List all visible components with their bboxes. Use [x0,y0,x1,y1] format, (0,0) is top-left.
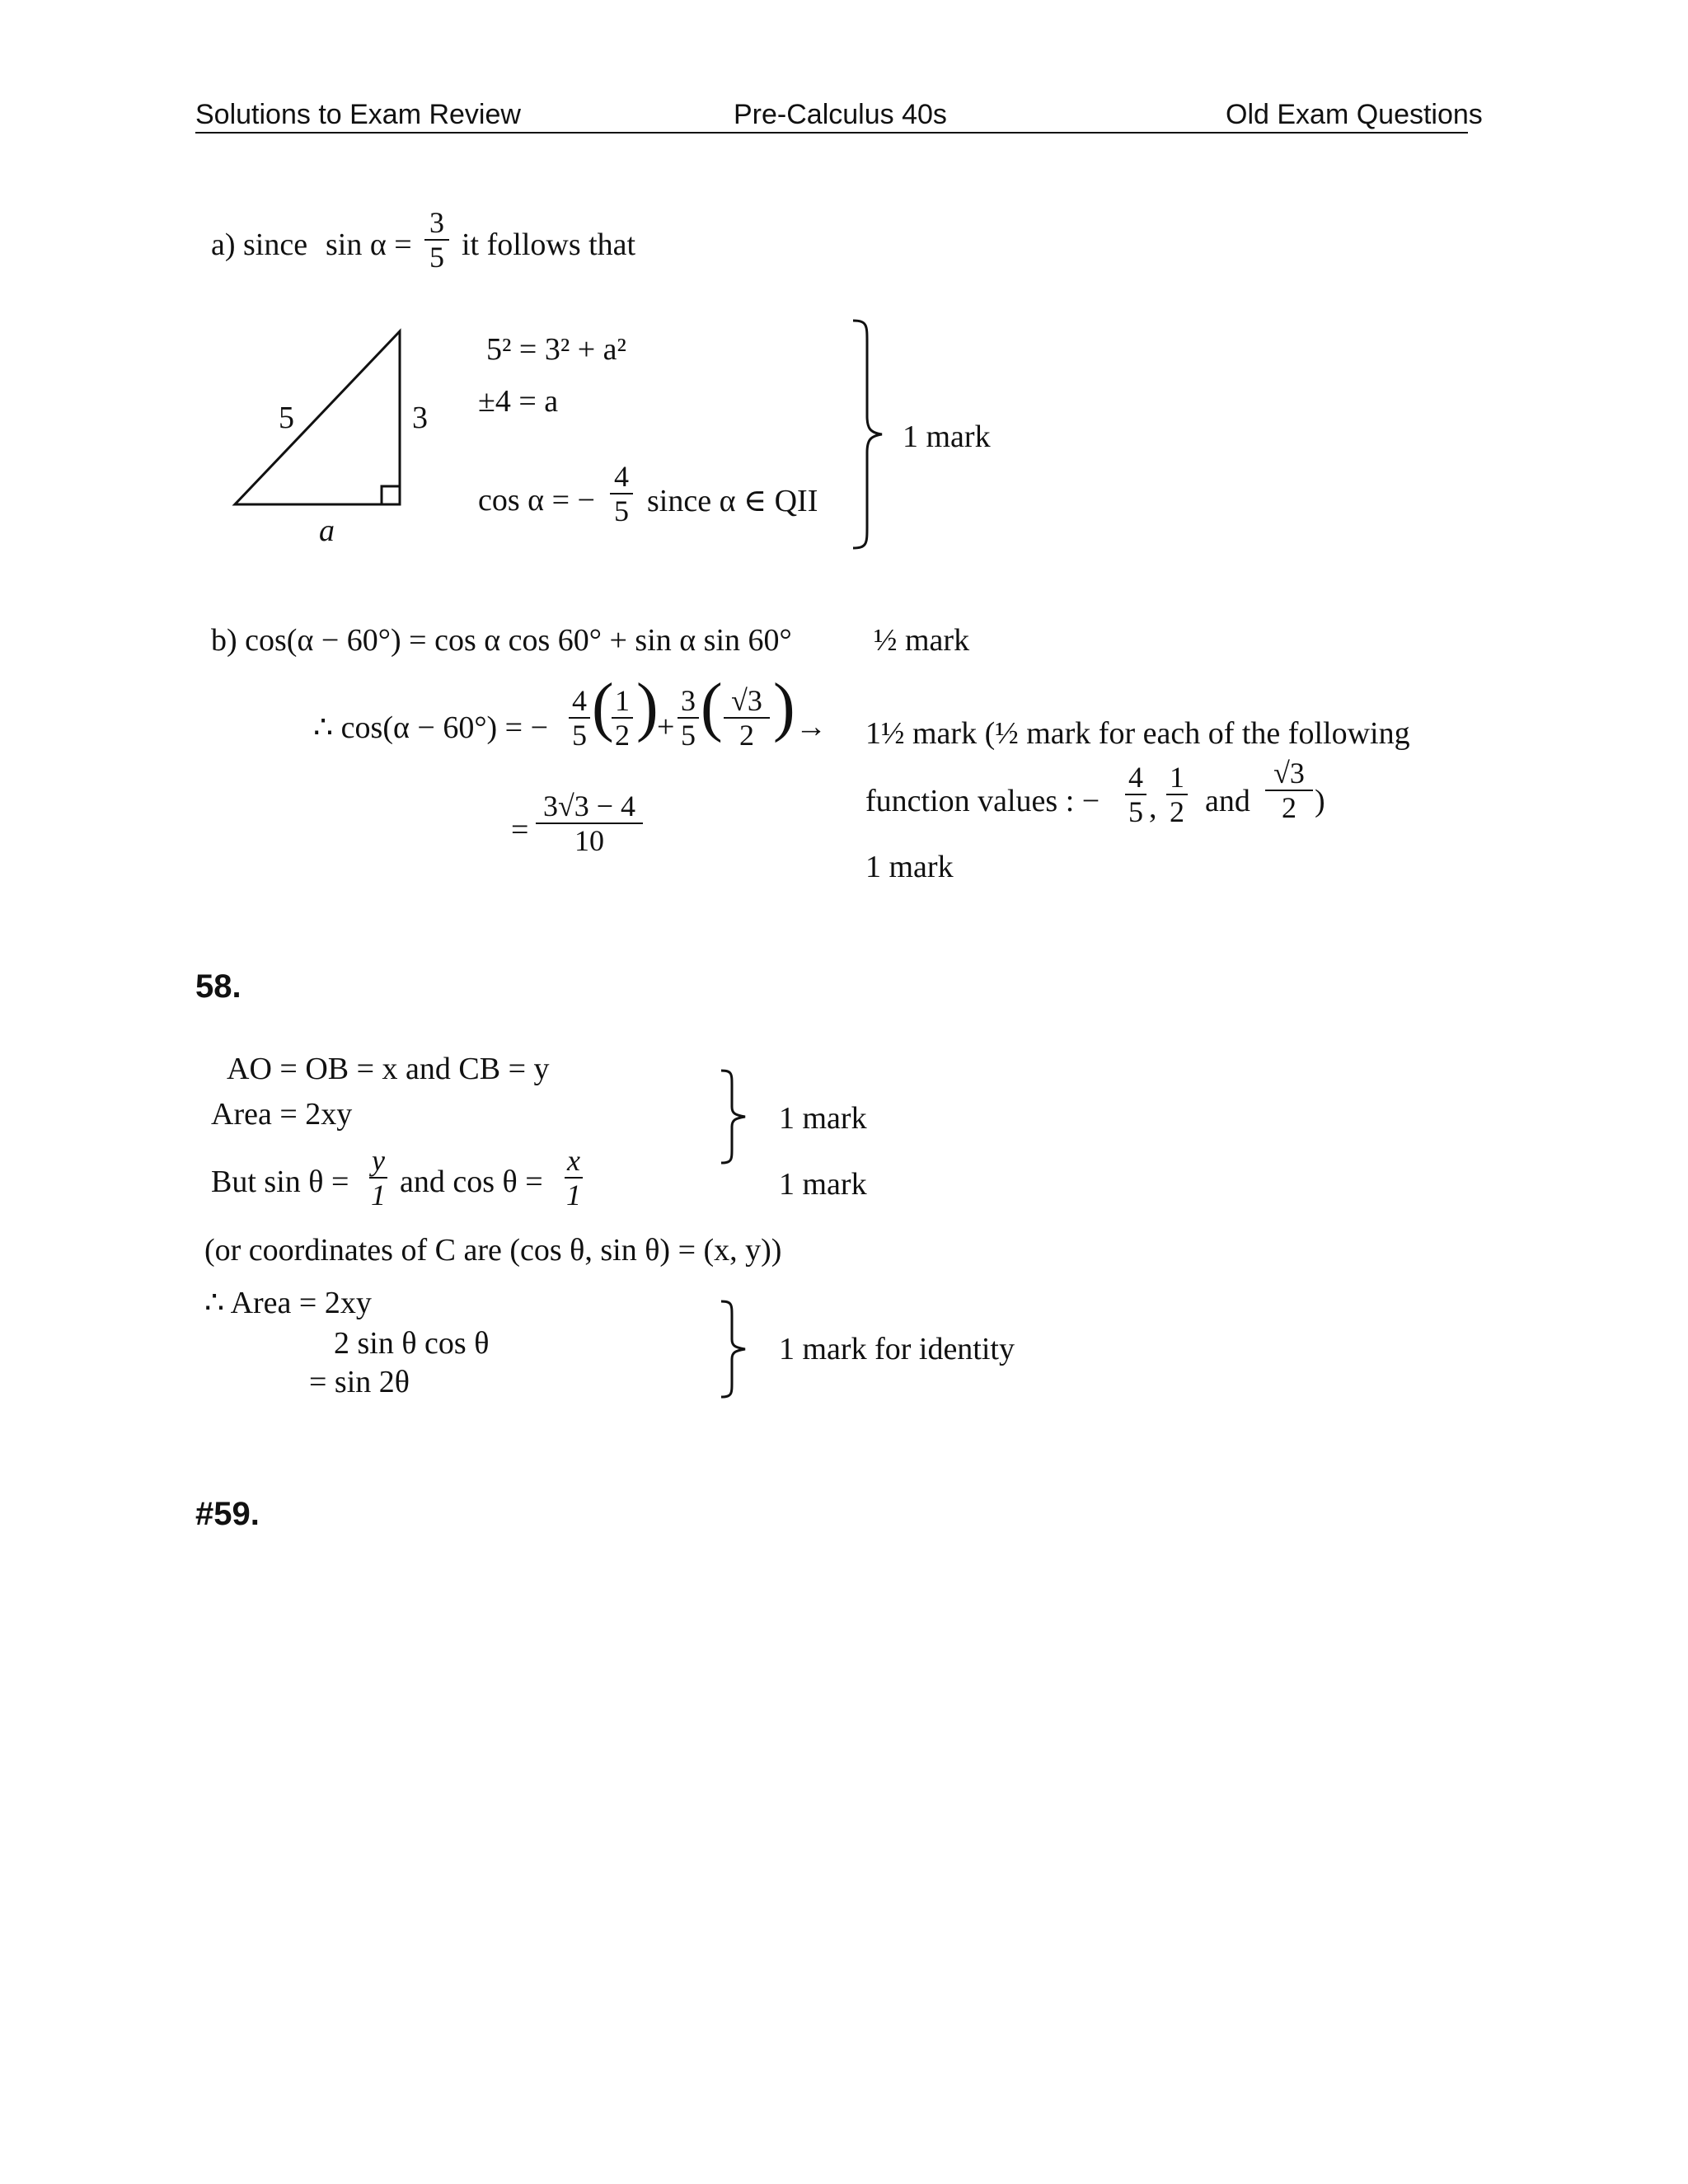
q57b-fv-label: function values : − [865,784,1100,818]
q57a-intro-suffix: it follows that [462,227,636,262]
q58-f2-den: 1 [566,1179,581,1212]
q57b-f1-num: 4 [572,684,587,717]
q57b-f3-den: 5 [681,719,696,752]
q57a-eq1: 5² = 3² + a² [486,332,626,367]
q58-brace1-mark: 1 mark [779,1101,867,1136]
q57a-brace [849,317,898,552]
q57a-eq3-num: 4 [614,460,629,493]
q58-line2: Area = 2xy [211,1097,353,1132]
q58-f1-den: 1 [371,1179,386,1212]
q57a-sin-alpha: sin α = [326,227,412,262]
q57b-fv1-den: 5 [1128,795,1143,828]
header-right: Old Exam Questions [1226,99,1483,130]
q57b-line2-lhs: ∴ cos(α − 60°) = − [313,710,549,745]
q57b-fv-frac2 [1166,762,1188,827]
right-angle-marker [382,486,400,504]
q59-label: #59. [195,1496,260,1532]
q57b-f4-den: 2 [739,719,754,752]
q57b-f1-den: 5 [572,719,587,752]
q57a-frac-num: 3 [429,206,444,239]
q57b-res-eq: = [511,813,529,847]
q57a-mark: 1 mark [903,419,991,454]
triangle-hyp-label: 5 [279,401,294,435]
q57b-plus: + [657,710,675,744]
q58-line3-prefix: But sin θ = [211,1165,349,1199]
q57b-fv2-num: 1 [1170,761,1184,794]
q57b-fv-and: and [1205,784,1250,818]
triangle-shape [235,331,400,504]
q57b-fv-comma: , [1149,790,1157,825]
q58-label: 58. [195,968,241,1005]
q57b-line2-mark: 1½ mark (½ mark for each of the following [865,716,1410,751]
q57b-f4-num: √3 [731,684,762,717]
q57b-line1-mark: ½ mark [874,623,970,658]
q58-f1-num: y [372,1144,385,1177]
q57b-arrow: → [795,710,827,744]
header-rule [195,132,1468,134]
q58-brace2-mark: 1 mark for identity [779,1332,1015,1366]
q57b-frac1 [569,686,590,750]
q57b-paren-open2: ( [701,671,723,743]
q58-line3-mid: and cos θ = [400,1165,543,1199]
q58-line3-mark: 1 mark [779,1167,867,1202]
q57b-fv-frac1 [1125,762,1146,827]
q57b-fv3-den: 2 [1282,791,1296,824]
q57b-paren-close1: ) [636,671,659,743]
q58-frac-x [565,1146,583,1210]
q57b-result-fraction [536,791,643,855]
header-center: Pre-Calculus 40s [734,99,947,130]
q57b-f3-num: 3 [681,684,696,717]
q57b-fv3-num: √3 [1273,757,1305,790]
q58-frac-y [369,1146,387,1210]
q57b-res-mark: 1 mark [865,850,954,884]
q58-f2-num: x [567,1144,580,1177]
q57b-fv1-num: 4 [1128,761,1143,794]
triangle-opp-label: 3 [412,401,428,435]
q57b-fv-frac3 [1265,758,1313,823]
triangle-adj-label: a [319,513,335,548]
q57a-eq2: ±4 = a [478,384,559,419]
q58-line1: AO = OB = x and CB = y [227,1052,550,1086]
q57a-eq3-fraction [610,462,633,526]
q57b-f2-den: 2 [615,719,630,752]
q58-line4: (or coordinates of C are (cos θ, sin θ) = (x, y)) [204,1233,782,1268]
q57a-intro-prefix: a) since [211,227,308,262]
q57a-fraction [424,208,449,272]
q57a-eq3-rhs: since α ∈ QII [647,484,818,518]
q57b-res-num: 3√3 − 4 [542,790,636,823]
q57a-eq3-den: 5 [614,494,629,527]
q57b-frac3 [678,686,699,750]
q57b-res-den: 10 [574,824,604,857]
header-left: Solutions to Exam Review [195,99,521,130]
q57b-line1: b) cos(α − 60°) = cos α cos 60° + sin α sin 60° [211,623,792,658]
q57b-f2-num: 1 [615,684,630,717]
q58-brace2 [717,1298,758,1401]
q58-line7: = sin 2θ [309,1365,410,1399]
q57b-paren-close2: ) [773,671,795,743]
q57b-fv-close: ) [1315,784,1325,818]
q57a-frac-den: 5 [429,241,444,274]
q58-brace1 [717,1067,758,1166]
q57a-eq3-lhs: cos α = − [478,483,595,518]
q57b-frac2 [612,686,633,750]
q57b-frac4 [724,686,770,750]
q58-line5: ∴ Area = 2xy [204,1286,372,1320]
q58-line6: 2 sin θ cos θ [334,1326,490,1361]
q57b-fv2-den: 2 [1170,795,1184,828]
q57b-paren-open1: ( [592,671,614,743]
